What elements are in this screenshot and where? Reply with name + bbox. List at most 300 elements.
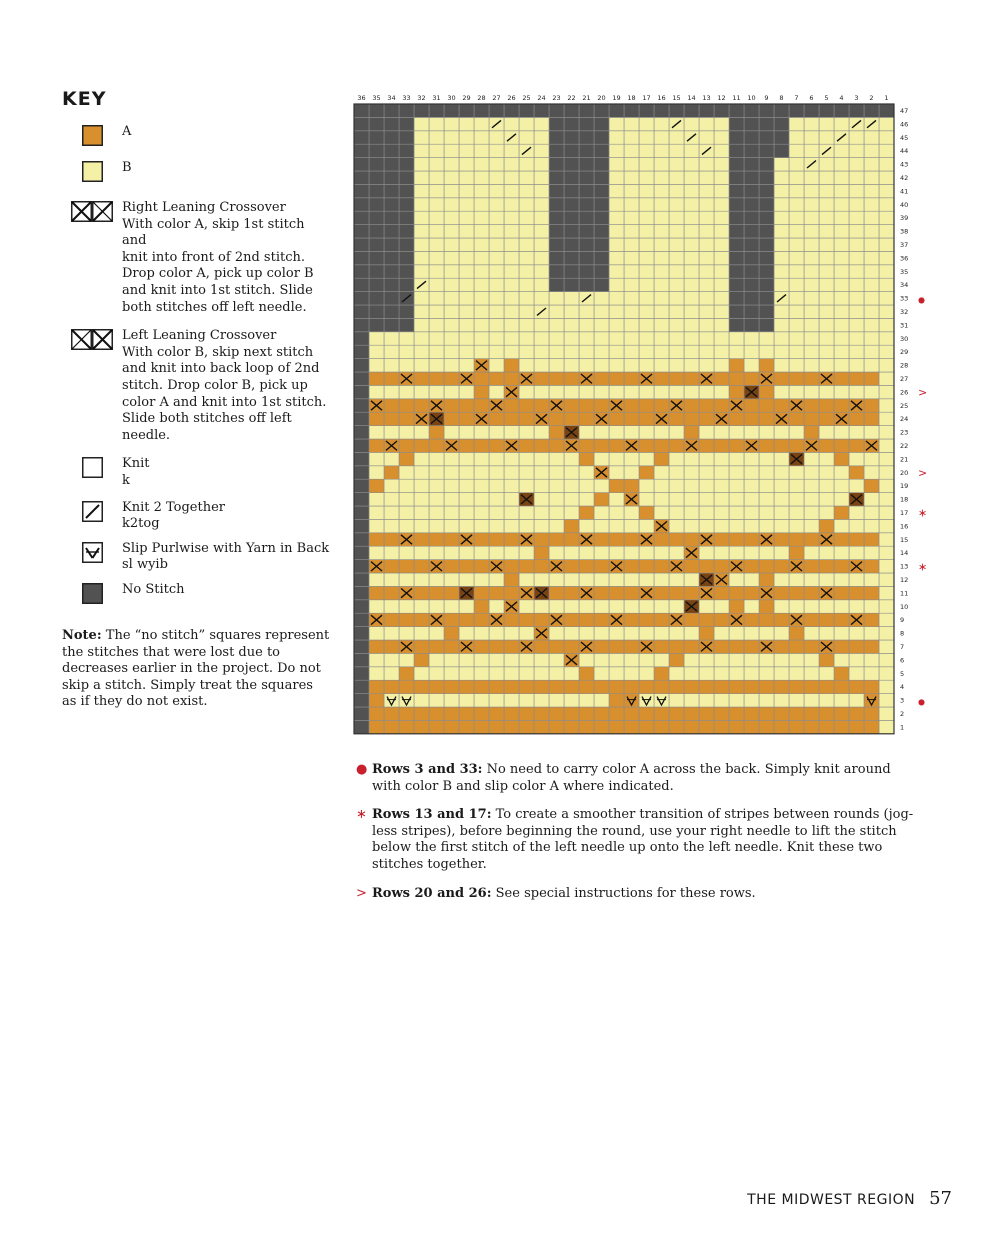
chart-cell bbox=[384, 278, 399, 291]
chart-cell bbox=[714, 600, 729, 613]
chart-cell bbox=[729, 359, 744, 372]
chart-cell bbox=[474, 198, 489, 211]
column-label: 8 bbox=[779, 94, 784, 102]
chart-cell bbox=[804, 184, 819, 197]
chart-cell bbox=[819, 546, 834, 559]
chart-cell bbox=[744, 426, 759, 439]
chart-cell bbox=[354, 586, 369, 599]
chart-cell bbox=[444, 466, 459, 479]
chart-cell bbox=[579, 653, 594, 666]
chart-cell bbox=[774, 399, 789, 412]
chart-cell bbox=[879, 506, 894, 519]
chart-cell bbox=[549, 131, 564, 144]
chart-cell bbox=[549, 265, 564, 278]
chart-cell bbox=[684, 318, 699, 331]
chart-cell bbox=[399, 144, 414, 157]
chart-cell bbox=[669, 533, 684, 546]
chart-cell bbox=[429, 667, 444, 680]
column-label: 36 bbox=[357, 94, 366, 102]
chart-cell bbox=[774, 667, 789, 680]
row-label: 26 bbox=[900, 388, 909, 397]
chart-cell bbox=[504, 533, 519, 546]
chart-cell bbox=[669, 292, 684, 305]
chart-key bbox=[62, 88, 330, 612]
chart-cell bbox=[564, 332, 579, 345]
chart-cell bbox=[594, 426, 609, 439]
chart-cell bbox=[819, 104, 834, 117]
chart-cell bbox=[474, 627, 489, 640]
chart-cell bbox=[684, 171, 699, 184]
chart-cell bbox=[624, 184, 639, 197]
chart-cell bbox=[639, 680, 654, 693]
chart-cell bbox=[594, 144, 609, 157]
chart-cell bbox=[519, 613, 534, 626]
chart-cell bbox=[609, 720, 624, 733]
chart-cell bbox=[819, 426, 834, 439]
row-label: 19 bbox=[900, 482, 909, 491]
chart-cell bbox=[819, 506, 834, 519]
chart-cell bbox=[729, 144, 744, 157]
row-label: 2 bbox=[900, 710, 905, 718]
chart-cell bbox=[669, 131, 684, 144]
chart-cell bbox=[849, 292, 864, 305]
chart-cell bbox=[579, 198, 594, 211]
chart-cell bbox=[624, 452, 639, 465]
chart-cell bbox=[789, 184, 804, 197]
chart-cell bbox=[639, 667, 654, 680]
chart-cell bbox=[444, 385, 459, 398]
row-label: 3 bbox=[900, 696, 905, 705]
chart-cell bbox=[564, 292, 579, 305]
chart-cell bbox=[564, 359, 579, 372]
chart-cell bbox=[534, 158, 549, 171]
chart-cell bbox=[384, 519, 399, 532]
chart-cell bbox=[864, 546, 879, 559]
chart-cell bbox=[459, 399, 474, 412]
chart-cell bbox=[714, 117, 729, 130]
chart-cell bbox=[594, 184, 609, 197]
chart-cell bbox=[459, 225, 474, 238]
chart-cell bbox=[744, 131, 759, 144]
chart-cell bbox=[774, 117, 789, 130]
chart-cell bbox=[879, 104, 894, 117]
chart-cell bbox=[759, 158, 774, 171]
row-label: 11 bbox=[900, 589, 909, 598]
chart-cell bbox=[819, 225, 834, 238]
key-item-color-b bbox=[62, 160, 330, 182]
chart-cell bbox=[819, 238, 834, 251]
chart-cell bbox=[429, 171, 444, 184]
chart-cell bbox=[804, 292, 819, 305]
chart-cell bbox=[564, 238, 579, 251]
chart-cell bbox=[699, 305, 714, 318]
chart-cell bbox=[414, 144, 429, 157]
chart-cell bbox=[414, 546, 429, 559]
column-label: 34 bbox=[387, 94, 396, 102]
chart-cell bbox=[684, 452, 699, 465]
chart-cell bbox=[474, 399, 489, 412]
chart-cell bbox=[444, 667, 459, 680]
chart-cell bbox=[369, 640, 384, 653]
chart-cell bbox=[759, 144, 774, 157]
chart-cell bbox=[744, 104, 759, 117]
chart-cell bbox=[519, 345, 534, 358]
chart-cell bbox=[639, 720, 654, 733]
chart-cell bbox=[474, 667, 489, 680]
chart-cell bbox=[789, 332, 804, 345]
chart-cell bbox=[744, 211, 759, 224]
chart-cell bbox=[699, 720, 714, 733]
chart-cell bbox=[744, 117, 759, 130]
chart-cell bbox=[744, 265, 759, 278]
chart-cell bbox=[564, 466, 579, 479]
chart-cell bbox=[399, 600, 414, 613]
chart-cell bbox=[534, 225, 549, 238]
chart-cell bbox=[414, 707, 429, 720]
chart-cell bbox=[549, 104, 564, 117]
chart-cell bbox=[804, 506, 819, 519]
chart-cell bbox=[594, 506, 609, 519]
chart-cell bbox=[714, 560, 729, 573]
chart-cell bbox=[594, 265, 609, 278]
chart-cell bbox=[789, 117, 804, 130]
chart-cell bbox=[654, 305, 669, 318]
chart-cell bbox=[804, 131, 819, 144]
chart-cell bbox=[459, 345, 474, 358]
chart-cell bbox=[759, 694, 774, 707]
chart-cell bbox=[609, 171, 624, 184]
chart-cell bbox=[579, 211, 594, 224]
chart-cell bbox=[414, 426, 429, 439]
chart-cell bbox=[639, 345, 654, 358]
chart-cell bbox=[504, 332, 519, 345]
chart-cell bbox=[564, 345, 579, 358]
chart-cell bbox=[864, 600, 879, 613]
chart-cell bbox=[444, 506, 459, 519]
chart-cell bbox=[564, 399, 579, 412]
chart-cell bbox=[789, 305, 804, 318]
chart-cell bbox=[459, 104, 474, 117]
chart-cell bbox=[399, 184, 414, 197]
chart-cell bbox=[474, 680, 489, 693]
chart-cell bbox=[789, 359, 804, 372]
chart-cell bbox=[534, 292, 549, 305]
chart-cell bbox=[564, 318, 579, 331]
chart-cell bbox=[654, 238, 669, 251]
chart-cell bbox=[369, 104, 384, 117]
chart-cell bbox=[399, 519, 414, 532]
row-marker-icon: ∗ bbox=[918, 506, 928, 520]
chart-cell bbox=[369, 184, 384, 197]
chart-cell bbox=[519, 412, 534, 425]
chart-cell bbox=[864, 305, 879, 318]
chart-cell bbox=[429, 211, 444, 224]
footnote-text: No need to carry color A across the back. Simply knit around with color B and slip color A where indicated. bbox=[372, 762, 891, 794]
chart-cell bbox=[399, 426, 414, 439]
chart-cell bbox=[549, 305, 564, 318]
chart-cell bbox=[519, 519, 534, 532]
chart-cell bbox=[759, 345, 774, 358]
chart-cell bbox=[624, 426, 639, 439]
chart-cell bbox=[369, 694, 384, 707]
row-label: 15 bbox=[900, 535, 909, 544]
chart-cell bbox=[879, 466, 894, 479]
chart-cell bbox=[774, 694, 789, 707]
chart-cell bbox=[369, 251, 384, 264]
chart-cell bbox=[834, 292, 849, 305]
chart-cell bbox=[849, 627, 864, 640]
chart-cell bbox=[549, 439, 564, 452]
chart-cell bbox=[744, 546, 759, 559]
chart-cell bbox=[624, 533, 639, 546]
chart-cell bbox=[354, 385, 369, 398]
chart-cell bbox=[864, 144, 879, 157]
chart-cell bbox=[789, 533, 804, 546]
chart-cell bbox=[819, 452, 834, 465]
chart-cell bbox=[864, 332, 879, 345]
chart-cell bbox=[789, 372, 804, 385]
chart-cell bbox=[594, 171, 609, 184]
key-item-text: Slide both stitches off left bbox=[122, 411, 292, 427]
chart-cell bbox=[789, 586, 804, 599]
chart-cell bbox=[579, 144, 594, 157]
chart-cell bbox=[579, 131, 594, 144]
chart-cell bbox=[429, 184, 444, 197]
row-label: 36 bbox=[900, 254, 909, 263]
chart-cell bbox=[369, 198, 384, 211]
chart-cell bbox=[384, 318, 399, 331]
chart-cell bbox=[714, 345, 729, 358]
chart-cell bbox=[714, 452, 729, 465]
chart-cell bbox=[654, 184, 669, 197]
chart-cell bbox=[549, 385, 564, 398]
chart-cell bbox=[534, 573, 549, 586]
chart-cell bbox=[639, 519, 654, 532]
chart-cell bbox=[489, 144, 504, 157]
chart-cell bbox=[609, 292, 624, 305]
chart-cell bbox=[609, 184, 624, 197]
key-item-text: With color A, skip 1st stitch and bbox=[122, 216, 305, 249]
chart-cell bbox=[459, 653, 474, 666]
chart-cell bbox=[714, 318, 729, 331]
row-label: 30 bbox=[900, 334, 909, 343]
chart-cell bbox=[354, 144, 369, 157]
chart-cell bbox=[834, 305, 849, 318]
chart-cell bbox=[639, 332, 654, 345]
chart-cell bbox=[654, 117, 669, 130]
chart-cell bbox=[804, 117, 819, 130]
chart-cell bbox=[849, 546, 864, 559]
chart-cell bbox=[504, 345, 519, 358]
chart-cell bbox=[429, 305, 444, 318]
chart-cell bbox=[564, 117, 579, 130]
chart-cell bbox=[474, 372, 489, 385]
chart-cell bbox=[879, 640, 894, 653]
chart-cell bbox=[384, 573, 399, 586]
chart-cell bbox=[639, 104, 654, 117]
chart-cell bbox=[474, 318, 489, 331]
chart-cell bbox=[354, 573, 369, 586]
chart-cell bbox=[789, 158, 804, 171]
chart-cell bbox=[609, 198, 624, 211]
chart-cell bbox=[789, 198, 804, 211]
chart-cell bbox=[699, 385, 714, 398]
chart-cell bbox=[729, 198, 744, 211]
chart-cell bbox=[594, 359, 609, 372]
chart-cell bbox=[429, 278, 444, 291]
chart-cell bbox=[624, 586, 639, 599]
chart-cell bbox=[474, 104, 489, 117]
color-a-swatch bbox=[62, 124, 122, 146]
slip-icon bbox=[62, 541, 122, 563]
chart-cell bbox=[744, 251, 759, 264]
chart-cell bbox=[624, 225, 639, 238]
chart-cell bbox=[369, 265, 384, 278]
chart-cell bbox=[519, 292, 534, 305]
chart-cell bbox=[864, 466, 879, 479]
note bbox=[62, 628, 330, 711]
chart-cell bbox=[399, 225, 414, 238]
chart-cell bbox=[879, 439, 894, 452]
chart-cell bbox=[834, 546, 849, 559]
chart-cell bbox=[654, 251, 669, 264]
chart-cell bbox=[579, 265, 594, 278]
chart-cell bbox=[504, 225, 519, 238]
chart-cell bbox=[684, 225, 699, 238]
chart-cell bbox=[384, 144, 399, 157]
chart-cell bbox=[444, 171, 459, 184]
chart-cell bbox=[744, 519, 759, 532]
chart-cell bbox=[714, 265, 729, 278]
chart-cell bbox=[834, 493, 849, 506]
chart-cell bbox=[729, 318, 744, 331]
chart-cell bbox=[504, 318, 519, 331]
chart-cell bbox=[609, 265, 624, 278]
chart-cell bbox=[699, 680, 714, 693]
chart-cell bbox=[684, 184, 699, 197]
chart-cell bbox=[564, 184, 579, 197]
chart-cell bbox=[489, 318, 504, 331]
chart-cell bbox=[744, 694, 759, 707]
chart-cell bbox=[354, 452, 369, 465]
chart-cell bbox=[579, 680, 594, 693]
chart-cell bbox=[864, 184, 879, 197]
chart-cell bbox=[444, 600, 459, 613]
chart-cell bbox=[654, 466, 669, 479]
chart-cell bbox=[819, 466, 834, 479]
chart-cell bbox=[624, 466, 639, 479]
chart-cell bbox=[789, 653, 804, 666]
chart-cell bbox=[714, 332, 729, 345]
chart-cell bbox=[789, 600, 804, 613]
chart-cell bbox=[564, 144, 579, 157]
chart-cell bbox=[609, 533, 624, 546]
chart-cell bbox=[729, 117, 744, 130]
chart-cell bbox=[354, 560, 369, 573]
chart-cell bbox=[399, 251, 414, 264]
chart-cell bbox=[654, 104, 669, 117]
row-label: 34 bbox=[900, 281, 909, 290]
chart-cell bbox=[474, 385, 489, 398]
chart-cell bbox=[654, 613, 669, 626]
chart-cell bbox=[714, 104, 729, 117]
row-label: 6 bbox=[900, 656, 905, 665]
chart-cell bbox=[684, 707, 699, 720]
chart-cell bbox=[879, 694, 894, 707]
chart-cell bbox=[369, 318, 384, 331]
chart-cell bbox=[624, 318, 639, 331]
chart-cell bbox=[699, 117, 714, 130]
chart-cell bbox=[594, 519, 609, 532]
chart-cell bbox=[444, 573, 459, 586]
chart-cell bbox=[744, 225, 759, 238]
chart-cell bbox=[549, 533, 564, 546]
key-item-text: Left Leaning Crossover bbox=[122, 328, 277, 344]
chart-cell bbox=[714, 144, 729, 157]
chart-cell bbox=[789, 573, 804, 586]
chart-cell bbox=[819, 707, 834, 720]
chart-cell bbox=[549, 292, 564, 305]
chart-cell bbox=[474, 211, 489, 224]
chart-cell bbox=[579, 452, 594, 465]
chart-cell bbox=[744, 600, 759, 613]
row-label: 41 bbox=[900, 187, 909, 196]
chart-cell bbox=[594, 653, 609, 666]
chart-cell bbox=[759, 426, 774, 439]
chart-cell bbox=[399, 479, 414, 492]
chart-cell bbox=[489, 439, 504, 452]
chart-cell bbox=[579, 278, 594, 291]
chart-cell bbox=[654, 399, 669, 412]
chart-cell bbox=[804, 600, 819, 613]
key-item-text: color A and knit into 1st stitch. bbox=[122, 394, 327, 410]
chart-cell bbox=[684, 305, 699, 318]
chart-cell bbox=[354, 265, 369, 278]
chart-cell bbox=[879, 627, 894, 640]
chart-cell bbox=[459, 720, 474, 733]
chart-cell bbox=[429, 251, 444, 264]
chart-cell bbox=[654, 600, 669, 613]
chart-cell bbox=[744, 640, 759, 653]
chart-cell bbox=[369, 707, 384, 720]
chart-cell bbox=[834, 198, 849, 211]
chart-cell bbox=[594, 305, 609, 318]
chart-cell bbox=[369, 600, 384, 613]
chart-cell bbox=[639, 546, 654, 559]
chart-cell bbox=[534, 439, 549, 452]
chart-cell bbox=[369, 385, 384, 398]
key-items bbox=[62, 124, 330, 604]
key-item-right-crossover bbox=[62, 200, 330, 316]
row-marker-icon: ∗ bbox=[918, 560, 928, 574]
key-item-left-crossover bbox=[62, 328, 330, 444]
footnote-text: See special instructions for these rows. bbox=[491, 885, 756, 901]
chart-cell bbox=[849, 225, 864, 238]
chart-cell bbox=[489, 385, 504, 398]
chart-cell bbox=[369, 479, 384, 492]
column-label: 26 bbox=[507, 94, 516, 102]
chart-cell bbox=[459, 560, 474, 573]
column-label: 24 bbox=[537, 94, 546, 102]
chart-cell bbox=[879, 680, 894, 693]
chart-cell bbox=[774, 345, 789, 358]
chart-cell bbox=[669, 546, 684, 559]
chart-cell bbox=[354, 694, 369, 707]
chart-cell bbox=[729, 184, 744, 197]
chart-cell bbox=[429, 359, 444, 372]
chart-cell bbox=[564, 198, 579, 211]
chart-cell bbox=[729, 653, 744, 666]
